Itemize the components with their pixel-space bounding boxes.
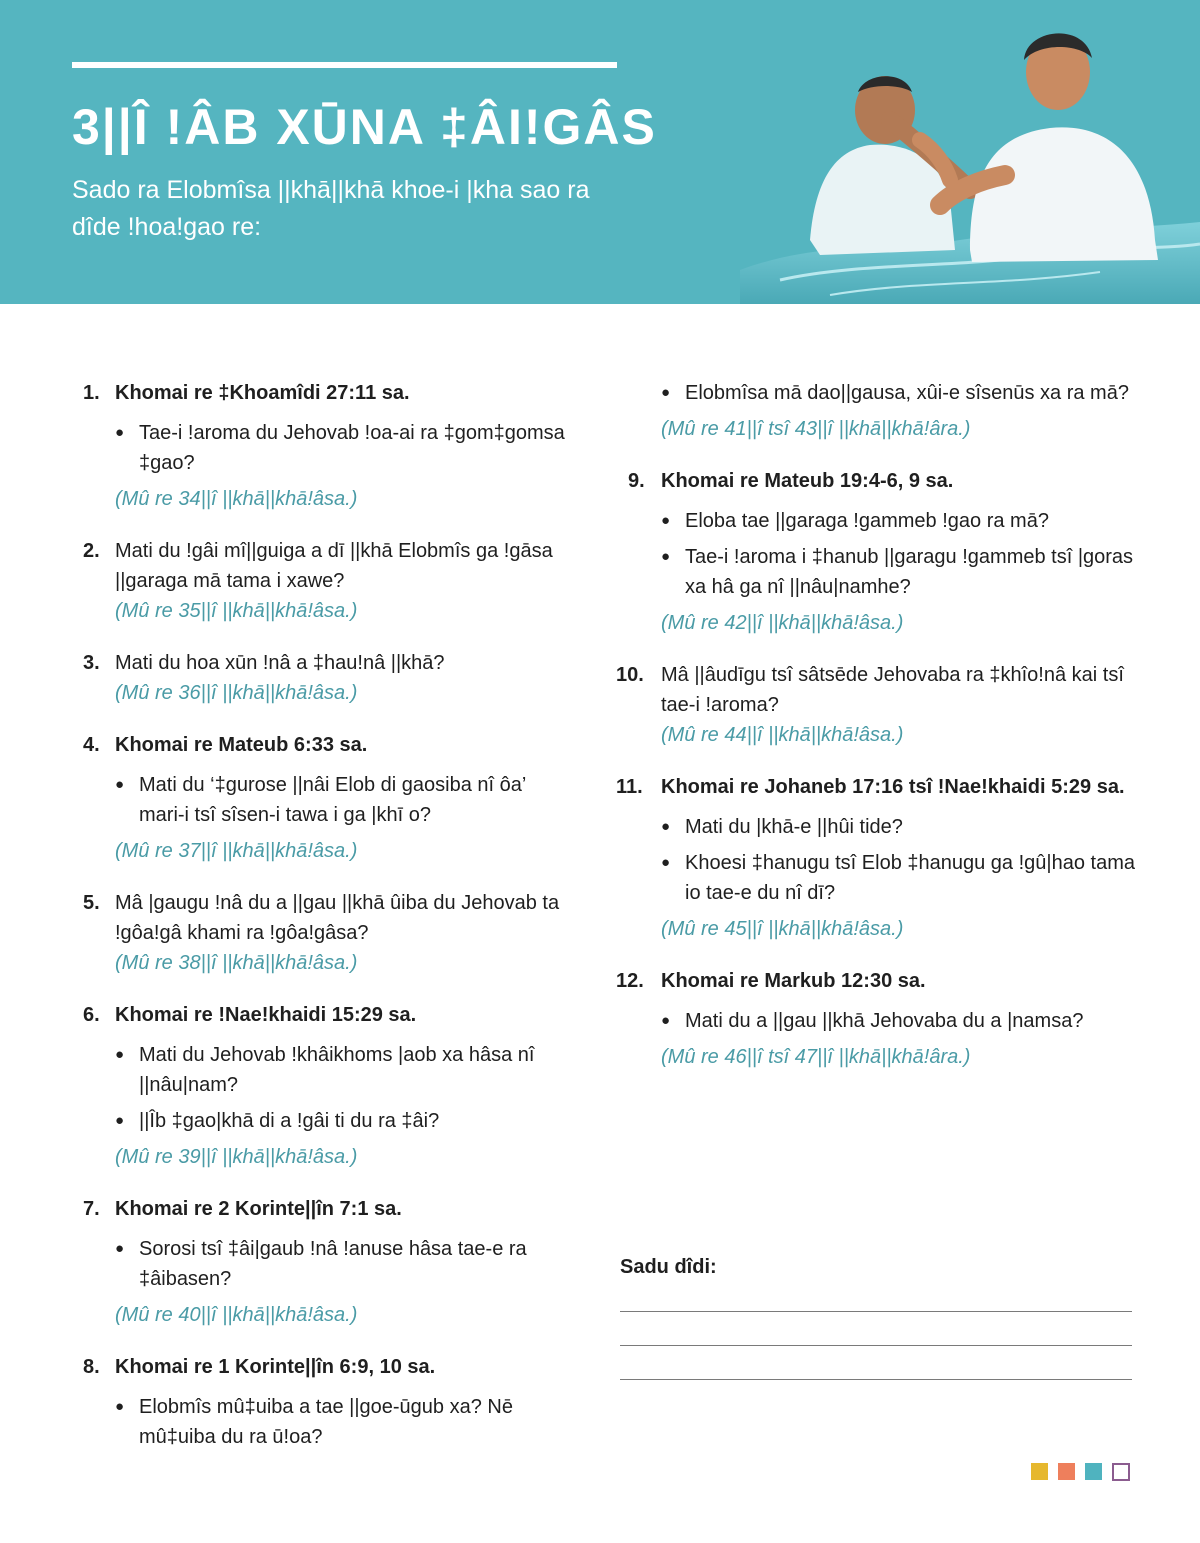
question-number: 3. [83, 652, 100, 674]
notes-line[interactable] [620, 1345, 1132, 1346]
reference-note: (Mû re 41||î tsî 43||î ||khā||khā!âra.) [661, 418, 971, 440]
question-heading: Khomai re Markub 12:30 sa. [661, 970, 926, 992]
question-heading: Khomai re ‡Khoamîdi 27:11 sa. [115, 382, 410, 404]
question-text: Mati du !gâi mî||guiga a dī ||khā Elobmîs ga !gāsa ||garaga mā tama i xawe? [115, 540, 553, 592]
header-rule [72, 62, 617, 68]
question-5 [80, 888, 570, 978]
question-heading: Khomai re 2 Korinte||în 7:1 sa. [115, 1198, 402, 1220]
question-number: 10. [616, 664, 644, 686]
reference-note: (Mû re 40||î ||khā||khā!âsa.) [115, 1304, 358, 1326]
question-10 [616, 660, 1136, 750]
question-heading: Khomai re Johaneb 17:16 tsî !Nae!khaidi 5:29 sa. [661, 776, 1125, 798]
reference-note: (Mû re 35||î ||khā||khā!âsa.) [115, 600, 358, 622]
bullet-list [115, 1040, 570, 1136]
reference-note: (Mû re 36||î ||khā||khā!âsa.) [115, 682, 358, 704]
baptism-illustration [740, 0, 1200, 304]
decor-square-orange [1058, 1463, 1075, 1480]
reference-note: (Mû re 38||î ||khā||khā!âsa.) [115, 952, 358, 974]
question-9 [616, 466, 1136, 638]
bullet-list [115, 1392, 570, 1452]
notes-label: Sadu dîdi: [620, 1256, 717, 1278]
question-number: 9. [628, 470, 645, 492]
bullet-item: ● Tae-i !aroma du Jehovab !oa-ai ra ‡gom‡gomsa ‡gao? [115, 418, 570, 478]
decor-square-yellow [1031, 1463, 1048, 1480]
question-8-continued [616, 378, 1136, 444]
question-number: 8. [83, 1356, 100, 1378]
question-text: Mâ |gaugu !nâ du a ||gau ||khā ûiba du Jehovab ta !gôa!gâ khami ra !gôa!gâsa? [115, 892, 560, 944]
bullet-item: ● Sorosi tsî ‡âi|gaub !nâ !anuse hâsa tae-e ra ‡âibasen? [115, 1234, 570, 1294]
question-heading: Khomai re !Nae!khaidi 15:29 sa. [115, 1004, 417, 1026]
bullet-item: ● Mati du Jehovab !khâikhoms |aob xa hâsa nî ||nâu|nam? [115, 1040, 570, 1100]
bullet-list [115, 770, 570, 830]
question-3 [80, 648, 570, 708]
decor-square-outline [1112, 1463, 1130, 1481]
header-banner [0, 0, 1200, 304]
reference-note: (Mû re 39||î ||khā||khā!âsa.) [115, 1146, 358, 1168]
question-text: Mâ ||âudīgu tsî sâtsēde Jehovaba ra ‡khîo!nâ kai tsî tae-i !aroma? [661, 664, 1124, 716]
question-number: 2. [83, 540, 100, 562]
question-2 [80, 536, 570, 626]
notes-line[interactable] [620, 1379, 1132, 1380]
question-heading: Khomai re Mateub 6:33 sa. [115, 734, 368, 756]
bullet-item: ● Khoesi ‡hanugu tsî Elob ‡hanugu ga !gû|hao tama io tae-e du nî dī? [661, 848, 1136, 908]
bullet-item: ● Eloba tae ||garaga !gammeb !gao ra mā? [661, 506, 1136, 536]
bullet-item: ● Tae-i !aroma i ‡hanub ||garagu !gammeb tsî |goras xa hâ ga nî ||nâu|namhe? [661, 542, 1136, 602]
reference-note: (Mû re 46||î tsî 47||î ||khā||khā!âra.) [661, 1046, 971, 1068]
bullet-item: ● Elobmîsa mā dao||gausa, xûi-e sîsenūs xa ra mā? [661, 378, 1136, 408]
question-1 [80, 378, 570, 514]
question-11 [616, 772, 1136, 944]
right-column [616, 378, 1136, 1094]
reference-note: (Mû re 34||î ||khā||khā!âsa.) [115, 488, 358, 510]
question-number: 6. [83, 1004, 100, 1026]
bullet-list [115, 1234, 570, 1294]
bullet-list [661, 378, 1136, 408]
question-heading: Khomai re 1 Korinte||în 6:9, 10 sa. [115, 1356, 436, 1378]
question-text: Mati du hoa xūn !nâ a ‡hau!nâ ||khā? [115, 652, 445, 674]
question-heading: Khomai re Mateub 19:4-6, 9 sa. [661, 470, 954, 492]
bullet-list [115, 418, 570, 478]
bullet-list [661, 812, 1136, 908]
bullet-item: ● Mati du a ||gau ||khā Jehovaba du a |namsa? [661, 1006, 1136, 1036]
question-12 [616, 966, 1136, 1072]
question-number: 7. [83, 1198, 100, 1220]
decor-square-teal [1085, 1463, 1102, 1480]
left-column [80, 378, 570, 1474]
bullet-item: ● Mati du |khā-e ||hûi tide? [661, 812, 1136, 842]
reference-note: (Mû re 42||î ||khā||khā!âsa.) [661, 612, 904, 634]
question-number: 4. [83, 734, 100, 756]
question-number: 11. [616, 776, 643, 798]
bullet-item: ● ||Îb ‡gao|khā di a !gâi ti du ra ‡âi? [115, 1106, 570, 1136]
bullet-item: ● Elobmîs mû‡uiba a tae ||goe-ūgub xa? Nē mû‡uiba du ra ū!oa? [115, 1392, 570, 1452]
bullet-item: ● Mati du ‘‡gurose ||nâi Elob di gaosiba nî ôa’ mari-i tsî sîsen-i tawa i ga |khī o? [115, 770, 570, 830]
page-subtitle: Sado ra Elobmîsa ||khā||khā khoe-i |kha sao ra dîde !hoa!gao re: [72, 176, 590, 241]
notes-line[interactable] [620, 1311, 1132, 1312]
question-number: 1. [83, 382, 100, 404]
reference-note: (Mû re 44||î ||khā||khā!âsa.) [661, 724, 904, 746]
question-4 [80, 730, 570, 866]
bullet-list [661, 1006, 1136, 1036]
bullet-list [661, 506, 1136, 602]
question-number: 5. [83, 892, 100, 914]
page-title: 3||Î !ÂB XŪNA ‡ÂI!GÂS [72, 99, 657, 155]
question-8 [80, 1352, 570, 1452]
reference-note: (Mû re 45||î ||khā||khā!âsa.) [661, 918, 904, 940]
question-7 [80, 1194, 570, 1330]
reference-note: (Mû re 37||î ||khā||khā!âsa.) [115, 840, 358, 862]
question-number: 12. [616, 970, 644, 992]
question-6 [80, 1000, 570, 1172]
